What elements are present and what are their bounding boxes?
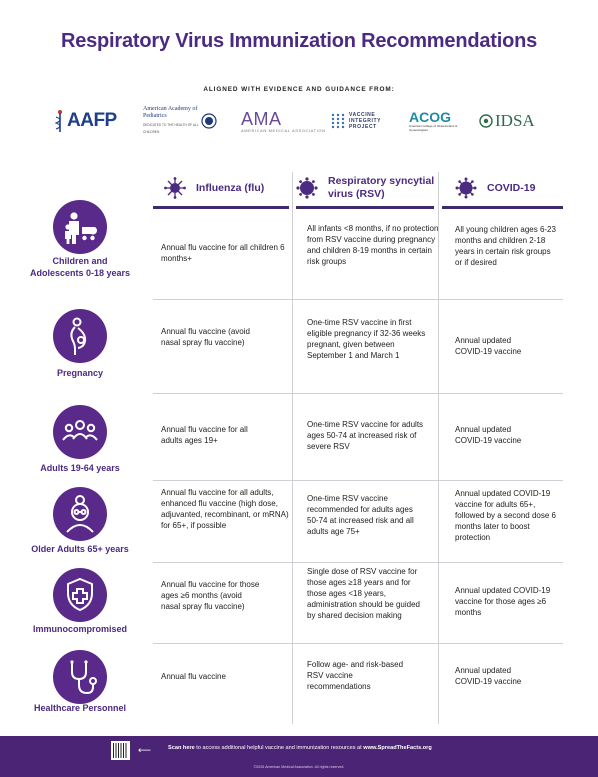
acog-logo-text: ACOG [409,109,451,125]
cell-healthcare-covid: Annual updated COVID-19 vaccine [455,666,522,686]
idsa-emblem-icon [479,114,493,128]
cell-older-adults-covid: Annual updated COVID-19 vaccine for adults 65+, followed by a second dose 6 months later to boost protection [455,489,556,542]
row-label-healthcare-personnel: Healthcare Personnel [33,703,127,713]
aafp-logo-text: AAFP [67,110,117,131]
aap-seal-icon [201,113,217,129]
older-adult-icon [53,487,107,541]
row-divider [153,393,563,394]
aap-logo-text: American Academy of Pediatrics [143,106,198,119]
cell-immunocompromised-covid: Annual updated COVID-19 vaccine for those ages ≥6 months [455,586,551,617]
aap-logo-subtext: DEDICATED TO THE HEALTH OF ALL CHILDREN [143,123,199,134]
column-label-covid: COVID-19 [487,181,536,194]
aafp-logo [55,104,117,138]
footer-url-link[interactable]: www.SpreadTheFacts.org [363,745,432,751]
row-label-adults: Adults 19-64 years [40,463,120,473]
page-title: Respiratory Virus Immunization Recommendations [60,30,538,52]
acog-logo [409,104,469,138]
column-header-flu [164,170,264,206]
cell-older-adults-flu: Annual flu vaccine for all adults, enhanced flu vaccine (high dose, adjuvanted, recombinant, or mRNA) for 65+, if possible [161,488,289,530]
pregnant-person-icon [53,309,107,363]
cell-adults-rsv: One-time RSV vaccine for adults ages 50-74 at increased risk of severe RSV [307,420,424,451]
cell-pregnancy-covid: Annual updated COVID-19 vaccine [455,336,522,356]
ama-logo [241,104,326,138]
arrow-left-icon: ⟵ [138,745,151,755]
row-label-children: Children and Adolescents 0-18 years [29,256,131,278]
row-label-older-adults: Older Adults 65+ years [31,544,129,554]
medical-shield-icon [53,568,107,622]
idsa-logo-text: IDSA [495,111,535,130]
aap-logo [143,104,217,138]
acog-logo-subtext: American College of Obstetricians & Gynecologists [409,124,458,132]
ama-logo-subtext: AMERICAN MEDICAL ASSOCIATION [241,127,326,133]
column-header-covid [455,170,535,206]
cell-adults-covid: Annual updated COVID-19 vaccine [455,425,522,445]
row-divider [153,562,563,563]
cell-healthcare-flu: Annual flu vaccine [161,672,226,681]
column-label-flu: Influenza (flu) [196,181,265,194]
cell-older-adults-rsv: One-time RSV vaccine recommended for adults ages 50-74 at increased risk and all adults age 75+ [307,494,414,536]
qr-code[interactable] [111,741,130,760]
caduceus-icon [55,109,65,133]
dot-grid-icon [331,113,345,129]
group-of-people-icon [53,405,107,459]
cell-children-rsv: All infants <8 months, if no protection from RSV vaccine during pregnancy and children 8-19 months in certain risk groups [307,224,439,266]
cell-adults-flu: Annual flu vaccine for all adults ages 19+ [161,425,248,445]
cell-healthcare-rsv: Follow age- and risk-based RSV vaccine recommendations [307,660,404,691]
scan-here-text: Scan here [168,745,195,751]
footer-text [168,745,432,751]
header-rule-rsv [296,206,434,209]
row-divider [153,643,563,644]
cell-children-flu: Annual flu vaccine for all children 6 months+ [161,243,285,263]
header-rule-flu [153,206,289,209]
aligned-with-heading: ALIGNED WITH EVIDENCE AND GUIDANCE FROM: [203,86,395,93]
row-label-pregnancy: Pregnancy [56,368,104,378]
covid-virus-icon [455,177,477,199]
family-icon [53,200,107,254]
cell-children-covid: All young children ages 6-23 months and children 2-18 years in certain risk groups or if desired [455,225,556,267]
cell-pregnancy-flu: Annual flu vaccine (avoid nasal spray flu vaccine) [161,327,250,347]
copyright-text: ©2026 American Medical Association. All rights reserved. [253,765,345,769]
column-header-rsv [296,170,440,206]
footer-description: to access additional helpful vaccine and immunization resources at [194,745,364,751]
cell-immunocompromised-flu: Annual flu vaccine for those ages ≥6 months (avoid nasal spray flu vaccine) [161,580,260,611]
flu-virus-icon [164,177,186,199]
vip-logo-text: VACCINE INTEGRITY PROJECT [349,112,381,130]
header-rule-covid [442,206,563,209]
row-divider [153,299,563,300]
footer-bar [0,736,598,777]
cell-immunocompromised-rsv: Single dose of RSV vaccine for those ages ≥18 years and for those ages <18 years, administration should be guided by shared decision making [307,567,420,620]
ama-logo-text: AMA [241,108,282,129]
rsv-virus-icon [296,177,318,199]
idsa-logo [479,104,535,138]
stethoscope-icon [53,650,107,704]
vaccine-integrity-project-logo [331,104,397,138]
partner-logos [55,104,545,138]
column-label-rsv: Respiratory syncytial virus (RSV) [328,175,435,200]
row-label-immunocompromised: Immunocompromised [32,624,127,634]
cell-pregnancy-rsv: One-time RSV vaccine in first eligible pregnancy if 32-36 weeks pregnant, given between September 1 and March 1 [307,318,426,360]
row-divider [153,480,563,481]
